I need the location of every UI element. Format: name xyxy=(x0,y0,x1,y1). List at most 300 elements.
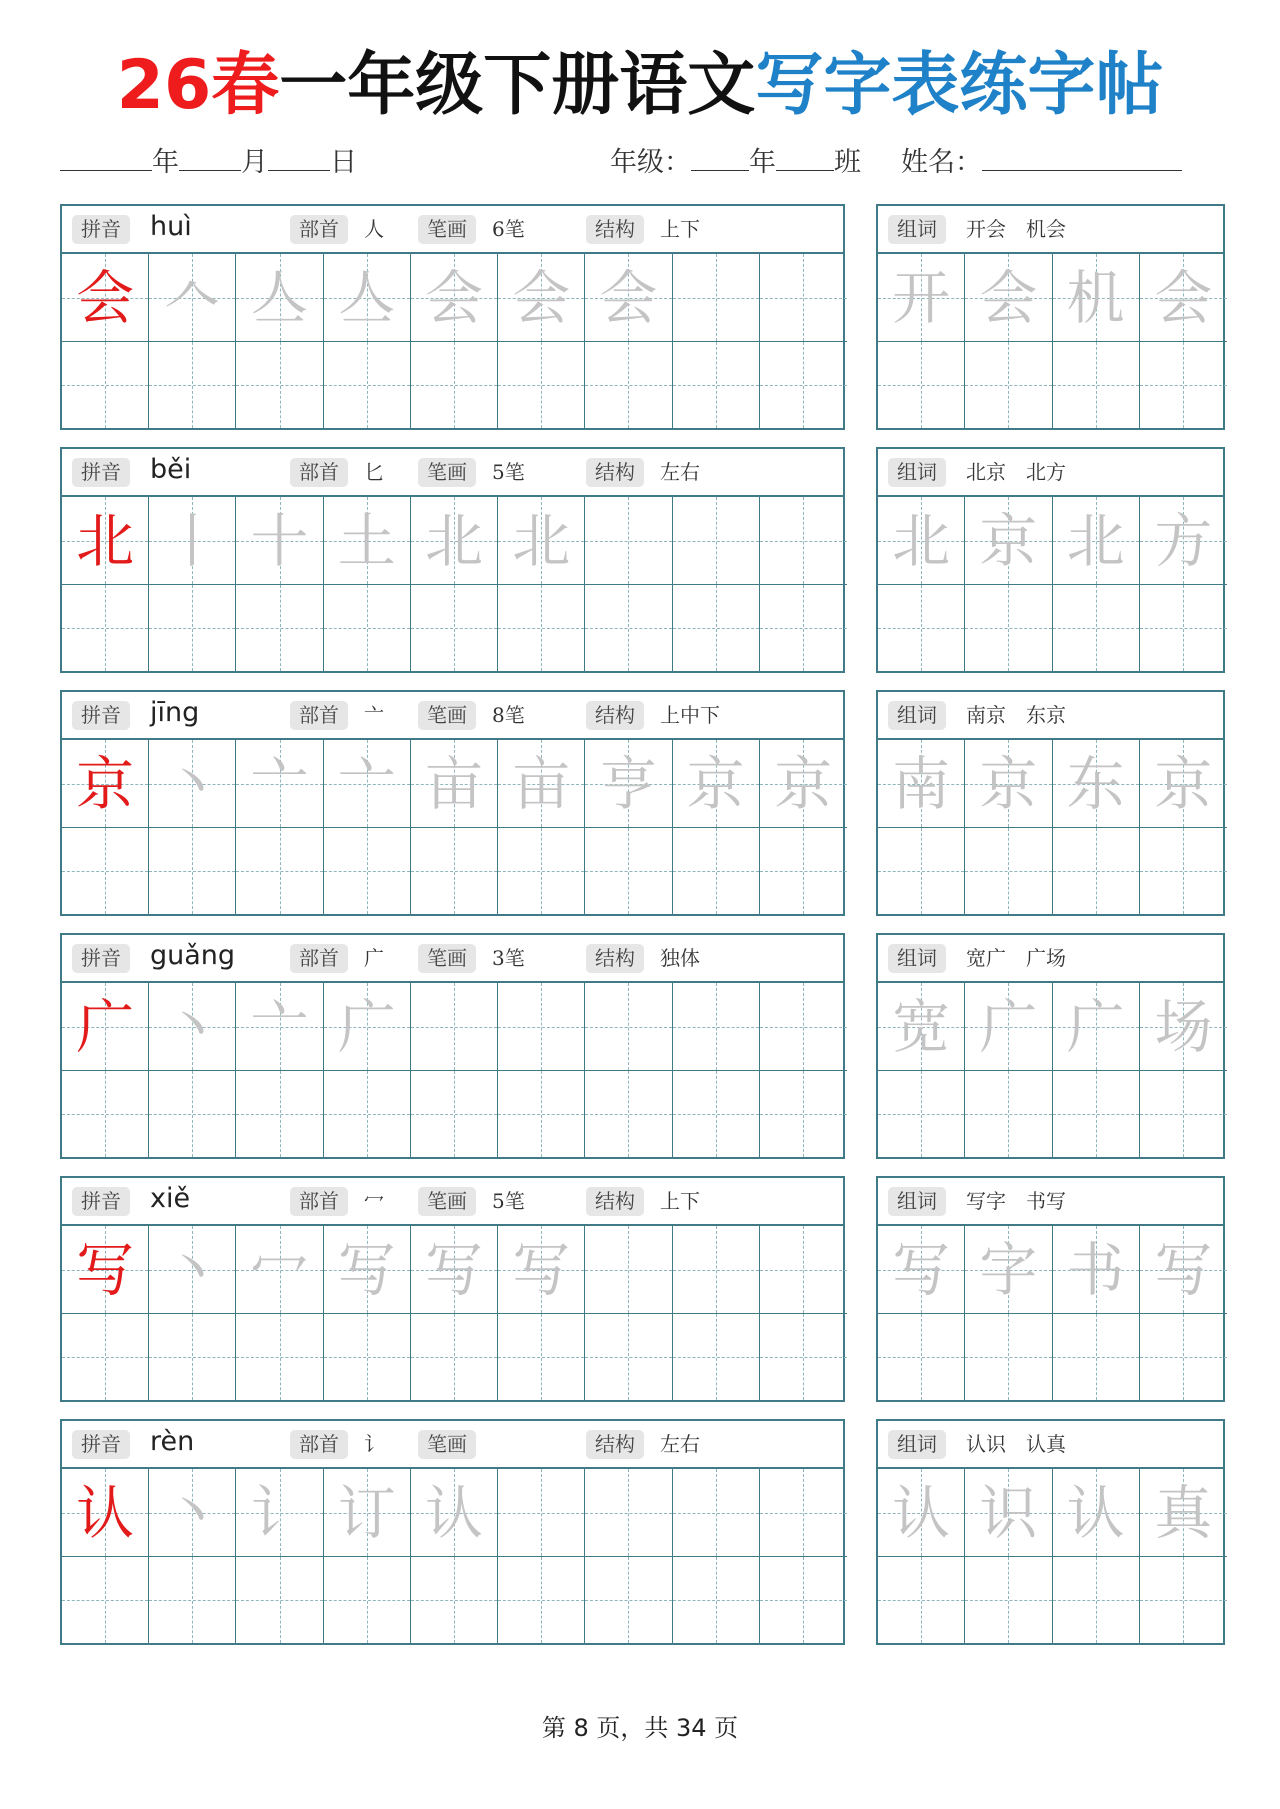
word-trace-character: 京 xyxy=(979,749,1038,818)
grid-cell[interactable] xyxy=(965,1469,1052,1557)
grid-cell[interactable] xyxy=(965,1314,1052,1400)
grade-class-blank[interactable] xyxy=(776,144,834,171)
guide-line xyxy=(454,1071,455,1157)
grid-cell[interactable] xyxy=(324,828,411,914)
guide-line xyxy=(628,828,629,914)
grid-cell[interactable] xyxy=(149,983,236,1071)
guide-line xyxy=(541,828,542,914)
model-character: 认 xyxy=(76,1478,135,1547)
grid-cell[interactable] xyxy=(236,983,323,1071)
grid-cell[interactable] xyxy=(62,497,149,585)
name-label: 姓名： xyxy=(901,147,982,178)
character-practice-row xyxy=(60,1176,845,1402)
word-trace-character: 北 xyxy=(892,506,951,575)
guide-line xyxy=(280,585,281,671)
grid-cell[interactable] xyxy=(324,1557,411,1643)
radical-value: 广 xyxy=(364,946,384,970)
radical-tag: 部首 xyxy=(290,1187,348,1216)
grid-cell[interactable] xyxy=(673,983,760,1071)
grid-cell[interactable] xyxy=(878,254,965,342)
grid-cell[interactable] xyxy=(1053,983,1140,1071)
guide-line xyxy=(803,1314,804,1400)
grid-cell[interactable] xyxy=(585,740,672,828)
grid-cell[interactable] xyxy=(673,740,760,828)
guide-line xyxy=(628,1469,629,1556)
grade-year-label: 年 xyxy=(749,147,776,178)
strokes-tag: 笔画 xyxy=(418,701,476,730)
guide-line xyxy=(105,1071,106,1157)
grid-cell[interactable] xyxy=(1053,828,1140,914)
stroke-order-character: 亩 xyxy=(424,749,483,818)
guide-line xyxy=(803,585,804,671)
character-info-bar xyxy=(62,206,843,254)
stroke-order-character: 亠 xyxy=(250,749,309,818)
strokes-tag: 笔画 xyxy=(418,215,476,244)
stroke-order-character: 写 xyxy=(424,1235,483,1304)
grid-cell[interactable] xyxy=(673,1557,760,1643)
grid-cell[interactable] xyxy=(62,1557,149,1643)
stroke-order-character: 丶 xyxy=(163,1235,222,1304)
grid-cell[interactable] xyxy=(324,1469,411,1557)
month-blank[interactable] xyxy=(179,144,241,171)
grid-cell[interactable] xyxy=(1140,983,1227,1071)
grid-cell[interactable] xyxy=(324,1071,411,1157)
guide-line xyxy=(280,828,281,914)
word-trace-character: 认 xyxy=(892,1478,951,1547)
grid-cell[interactable] xyxy=(878,1314,965,1400)
guide-line xyxy=(716,1071,717,1157)
grid-cell[interactable] xyxy=(411,1469,498,1557)
grid-cell[interactable] xyxy=(673,1314,760,1400)
grid-cell[interactable] xyxy=(236,1314,323,1400)
structure-value: 上中下 xyxy=(660,703,720,727)
grid-cell[interactable] xyxy=(411,1226,498,1314)
grid-cell[interactable] xyxy=(236,254,323,342)
radical-value: 匕 xyxy=(364,460,384,484)
grid-cell[interactable] xyxy=(965,497,1052,585)
grid-cell[interactable] xyxy=(965,1226,1052,1314)
character-info-bar xyxy=(62,692,843,740)
words-tag: 组词 xyxy=(888,944,946,973)
radical-value: 讠 xyxy=(364,1432,384,1456)
grid-cell[interactable] xyxy=(878,342,965,428)
grid-cell[interactable] xyxy=(585,1557,672,1643)
grid-cell[interactable] xyxy=(62,1226,149,1314)
grid-cell[interactable] xyxy=(673,1226,760,1314)
grid-cell[interactable] xyxy=(965,740,1052,828)
stroke-order-character: 𠆢 xyxy=(163,263,222,332)
model-character: 广 xyxy=(76,992,135,1061)
character-info-bar xyxy=(62,1421,843,1469)
stroke-order-character: 亼 xyxy=(337,263,396,332)
grid-cell[interactable] xyxy=(673,1071,760,1157)
grid-cell[interactable] xyxy=(1053,740,1140,828)
stroke-order-character: 订 xyxy=(337,1478,396,1547)
character-info-bar xyxy=(62,449,843,497)
word-trace-character: 场 xyxy=(1154,992,1213,1061)
title-year: 26春 xyxy=(116,46,280,125)
grid-cell[interactable] xyxy=(878,585,965,671)
grid-cell[interactable] xyxy=(1053,1469,1140,1557)
day-blank[interactable] xyxy=(268,144,330,171)
words-value: 写字 书写 xyxy=(966,1189,1066,1213)
grid-cell[interactable] xyxy=(149,1557,236,1643)
guide-line xyxy=(280,342,281,428)
title-sub: 写字表练字帖 xyxy=(755,46,1164,125)
grid-cell[interactable] xyxy=(760,1071,847,1157)
grid-cell[interactable] xyxy=(62,1071,149,1157)
grid-cell[interactable] xyxy=(965,828,1052,914)
grid-cell[interactable] xyxy=(965,1557,1052,1643)
grid-cell[interactable] xyxy=(760,1469,847,1557)
grid-cell[interactable] xyxy=(965,983,1052,1071)
grid-cell[interactable] xyxy=(878,1226,965,1314)
character-practice-row xyxy=(60,690,845,916)
grid-cell[interactable] xyxy=(62,1469,149,1557)
guide-line xyxy=(454,342,455,428)
grid-cell[interactable] xyxy=(411,497,498,585)
grid-cell[interactable] xyxy=(498,497,585,585)
guide-line xyxy=(454,1557,455,1643)
grid-cell[interactable] xyxy=(411,254,498,342)
grid-cell[interactable] xyxy=(1140,254,1227,342)
grid-cell[interactable] xyxy=(149,1314,236,1400)
grid-cell[interactable] xyxy=(498,1226,585,1314)
word-trace-character: 书 xyxy=(1066,1235,1125,1304)
grid-cell[interactable] xyxy=(324,983,411,1071)
grid-cell[interactable] xyxy=(411,740,498,828)
guide-line xyxy=(716,828,717,914)
words-info-bar xyxy=(878,935,1223,983)
grid-cell[interactable] xyxy=(498,1469,585,1557)
grid-cell[interactable] xyxy=(498,1314,585,1400)
guide-line xyxy=(541,342,542,428)
guide-line xyxy=(803,254,804,341)
guide-line xyxy=(192,1071,193,1157)
guide-line xyxy=(921,1314,922,1400)
grid-cell[interactable] xyxy=(760,1557,847,1643)
writing-grid xyxy=(62,1226,843,1400)
grid-cell[interactable] xyxy=(760,497,847,585)
guide-line xyxy=(1183,1071,1184,1157)
guide-line xyxy=(541,1314,542,1400)
grid-cell[interactable] xyxy=(62,983,149,1071)
grid-cell[interactable] xyxy=(149,1071,236,1157)
grid-cell[interactable] xyxy=(236,497,323,585)
grid-cell[interactable] xyxy=(585,1314,672,1400)
model-character: 北 xyxy=(76,506,135,575)
words-info-bar xyxy=(878,1178,1223,1226)
model-character: 京 xyxy=(76,749,135,818)
guide-line xyxy=(541,1469,542,1556)
guide-line xyxy=(921,585,922,671)
grid-cell[interactable] xyxy=(878,1071,965,1157)
grid-cell[interactable] xyxy=(324,497,411,585)
grid-cell[interactable] xyxy=(585,497,672,585)
stroke-order-character: 亠 xyxy=(250,992,309,1061)
grid-cell[interactable] xyxy=(236,1071,323,1157)
guide-line xyxy=(1008,1071,1009,1157)
grid-cell[interactable] xyxy=(673,1469,760,1557)
guide-line xyxy=(1096,585,1097,671)
grid-cell[interactable] xyxy=(1053,1314,1140,1400)
pinyin-value: guǎng xyxy=(150,940,236,971)
grid-cell[interactable] xyxy=(585,1469,672,1557)
grid-cell[interactable] xyxy=(878,1557,965,1643)
grid-cell[interactable] xyxy=(1053,342,1140,428)
grid-cell[interactable] xyxy=(411,828,498,914)
guide-line xyxy=(105,585,106,671)
grid-cell[interactable] xyxy=(760,1226,847,1314)
guide-line xyxy=(803,828,804,914)
grid-cell[interactable] xyxy=(236,342,323,428)
grid-cell[interactable] xyxy=(673,342,760,428)
guide-line xyxy=(803,983,804,1070)
grid-cell[interactable] xyxy=(1053,585,1140,671)
guide-line xyxy=(1096,342,1097,428)
model-character: 会 xyxy=(76,263,135,332)
word-trace-character: 广 xyxy=(1066,992,1125,1061)
grid-cell[interactable] xyxy=(62,254,149,342)
grid-cell[interactable] xyxy=(149,342,236,428)
pinyin-tag: 拼音 xyxy=(72,215,130,244)
guide-line xyxy=(541,983,542,1070)
grid-cell[interactable] xyxy=(236,740,323,828)
grid-cell[interactable] xyxy=(498,1557,585,1643)
guide-line xyxy=(541,1071,542,1157)
grid-cell[interactable] xyxy=(1140,585,1227,671)
pinyin-tag: 拼音 xyxy=(72,1430,130,1459)
guide-line xyxy=(1008,585,1009,671)
grid-cell[interactable] xyxy=(236,585,323,671)
grid-cell[interactable] xyxy=(878,983,965,1071)
guide-line xyxy=(367,828,368,914)
grid-cell[interactable] xyxy=(1053,1557,1140,1643)
word-practice-row xyxy=(876,933,1225,1159)
grid-cell[interactable] xyxy=(236,1226,323,1314)
grid-cell[interactable] xyxy=(965,254,1052,342)
guide-line xyxy=(716,1469,717,1556)
grid-cell[interactable] xyxy=(324,254,411,342)
grid-cell[interactable] xyxy=(1053,497,1140,585)
page-title xyxy=(0,46,1280,126)
grid-cell[interactable] xyxy=(62,342,149,428)
grid-cell[interactable] xyxy=(673,585,760,671)
grid-cell[interactable] xyxy=(498,254,585,342)
stroke-order-character: 十 xyxy=(250,506,309,575)
guide-line xyxy=(628,585,629,671)
grid-cell[interactable] xyxy=(1140,342,1227,428)
guide-line xyxy=(921,828,922,914)
grid-cell[interactable] xyxy=(585,254,672,342)
year-blank[interactable] xyxy=(60,144,152,171)
strokes-value: 3笔 xyxy=(492,946,525,970)
grid-cell[interactable] xyxy=(760,254,847,342)
stroke-order-character: 京 xyxy=(686,749,745,818)
grid-cell[interactable] xyxy=(324,342,411,428)
grid-cell[interactable] xyxy=(585,585,672,671)
grid-cell[interactable] xyxy=(878,1469,965,1557)
grid-cell[interactable] xyxy=(498,828,585,914)
grid-cell[interactable] xyxy=(585,983,672,1071)
grid-cell[interactable] xyxy=(62,740,149,828)
grid-cell[interactable] xyxy=(760,1314,847,1400)
grid-cell[interactable] xyxy=(498,983,585,1071)
guide-line xyxy=(192,585,193,671)
grid-cell[interactable] xyxy=(1140,497,1227,585)
guide-line xyxy=(803,342,804,428)
grid-cell[interactable] xyxy=(1140,1557,1227,1643)
stroke-order-character: 丶 xyxy=(163,749,222,818)
writing-grid xyxy=(62,983,843,1157)
grid-cell[interactable] xyxy=(585,1226,672,1314)
grid-cell[interactable] xyxy=(1140,1469,1227,1557)
grid-cell[interactable] xyxy=(149,497,236,585)
guide-line xyxy=(105,1557,106,1643)
word-trace-character: 广 xyxy=(979,992,1038,1061)
guide-line xyxy=(1096,1071,1097,1157)
grid-cell[interactable] xyxy=(965,342,1052,428)
word-trace-character: 写 xyxy=(1154,1235,1213,1304)
guide-line xyxy=(716,497,717,584)
grid-cell[interactable] xyxy=(411,342,498,428)
guide-line xyxy=(628,1557,629,1643)
grid-cell[interactable] xyxy=(1053,254,1140,342)
grid-cell[interactable] xyxy=(324,1226,411,1314)
pinyin-tag: 拼音 xyxy=(72,458,130,487)
grid-cell[interactable] xyxy=(324,585,411,671)
grid-cell[interactable] xyxy=(1140,1071,1227,1157)
grid-cell[interactable] xyxy=(62,828,149,914)
grid-cell[interactable] xyxy=(149,1469,236,1557)
guide-line xyxy=(541,585,542,671)
stroke-order-character: 讠 xyxy=(250,1478,309,1547)
structure-value: 上下 xyxy=(660,1189,700,1213)
word-trace-character: 字 xyxy=(979,1235,1038,1304)
grid-cell[interactable] xyxy=(965,1071,1052,1157)
stroke-order-character: 认 xyxy=(424,1478,483,1547)
guide-line xyxy=(454,983,455,1070)
strokes-tag: 笔画 xyxy=(418,1430,476,1459)
month-label: 月 xyxy=(241,147,268,178)
structure-value: 上下 xyxy=(660,217,700,241)
grade-class-label: 班 xyxy=(834,147,861,178)
grid-cell[interactable] xyxy=(498,740,585,828)
grid-cell[interactable] xyxy=(585,342,672,428)
grid-cell[interactable] xyxy=(411,1557,498,1643)
grid-cell[interactable] xyxy=(411,983,498,1071)
grid-cell[interactable] xyxy=(585,828,672,914)
guide-line xyxy=(628,497,629,584)
words-tag: 组词 xyxy=(888,1430,946,1459)
guide-line xyxy=(280,1071,281,1157)
grid-cell[interactable] xyxy=(498,585,585,671)
grid-cell[interactable] xyxy=(1140,1226,1227,1314)
guide-line xyxy=(628,983,629,1070)
writing-grid xyxy=(62,740,843,914)
radical-tag: 部首 xyxy=(290,458,348,487)
word-practice-row xyxy=(876,1176,1225,1402)
grid-cell[interactable] xyxy=(1140,828,1227,914)
grid-cell[interactable] xyxy=(324,740,411,828)
grid-cell[interactable] xyxy=(324,1314,411,1400)
grid-cell[interactable] xyxy=(760,585,847,671)
character-info-bar xyxy=(62,1178,843,1226)
grid-cell[interactable] xyxy=(149,254,236,342)
grade-year-blank[interactable] xyxy=(691,144,749,171)
grid-cell[interactable] xyxy=(498,1071,585,1157)
grid-cell[interactable] xyxy=(585,1071,672,1157)
grid-cell[interactable] xyxy=(1053,1226,1140,1314)
word-trace-character: 真 xyxy=(1154,1478,1213,1547)
grid-cell[interactable] xyxy=(1140,1314,1227,1400)
grid-cell[interactable] xyxy=(1140,740,1227,828)
pinyin-tag: 拼音 xyxy=(72,1187,130,1216)
grid-cell[interactable] xyxy=(878,497,965,585)
grid-cell[interactable] xyxy=(149,585,236,671)
grid-cell[interactable] xyxy=(236,1557,323,1643)
grid-cell[interactable] xyxy=(236,1469,323,1557)
title-main: 一年级下册语文 xyxy=(279,46,756,125)
name-blank[interactable] xyxy=(982,144,1182,171)
grid-cell[interactable] xyxy=(760,342,847,428)
grid-cell[interactable] xyxy=(498,342,585,428)
grid-cell[interactable] xyxy=(760,983,847,1071)
stroke-order-character: 亩 xyxy=(512,749,571,818)
guide-line xyxy=(628,342,629,428)
guide-line xyxy=(454,585,455,671)
guide-line xyxy=(628,1314,629,1400)
guide-line xyxy=(367,1071,368,1157)
grid-cell[interactable] xyxy=(411,1314,498,1400)
word-trace-character: 北 xyxy=(1066,506,1125,575)
guide-line xyxy=(716,1557,717,1643)
grid-cell[interactable] xyxy=(760,740,847,828)
guide-line xyxy=(454,828,455,914)
grid-cell[interactable] xyxy=(878,828,965,914)
guide-line xyxy=(803,497,804,584)
grid-cell[interactable] xyxy=(411,1071,498,1157)
word-trace-character: 会 xyxy=(1154,263,1213,332)
guide-line xyxy=(192,1557,193,1643)
grid-cell[interactable] xyxy=(760,828,847,914)
grid-cell[interactable] xyxy=(1053,1071,1140,1157)
character-practice-row xyxy=(60,1419,845,1645)
guide-line xyxy=(1183,828,1184,914)
guide-line xyxy=(1096,1557,1097,1643)
grid-cell[interactable] xyxy=(149,828,236,914)
stroke-order-character: 京 xyxy=(774,749,833,818)
grid-cell[interactable] xyxy=(236,828,323,914)
grid-cell[interactable] xyxy=(673,828,760,914)
word-writing-grid xyxy=(878,983,1223,1157)
guide-line xyxy=(921,1557,922,1643)
grid-cell[interactable] xyxy=(62,585,149,671)
grid-cell[interactable] xyxy=(878,740,965,828)
grid-cell[interactable] xyxy=(411,585,498,671)
stroke-order-character: 土 xyxy=(337,506,396,575)
guide-line xyxy=(541,1557,542,1643)
grid-cell[interactable] xyxy=(965,585,1052,671)
grid-cell[interactable] xyxy=(673,497,760,585)
guide-line xyxy=(716,983,717,1070)
guide-line xyxy=(1008,1557,1009,1643)
grid-cell[interactable] xyxy=(673,254,760,342)
grid-cell[interactable] xyxy=(149,1226,236,1314)
strokes-tag: 笔画 xyxy=(418,458,476,487)
grid-cell[interactable] xyxy=(62,1314,149,1400)
grid-cell[interactable] xyxy=(149,740,236,828)
